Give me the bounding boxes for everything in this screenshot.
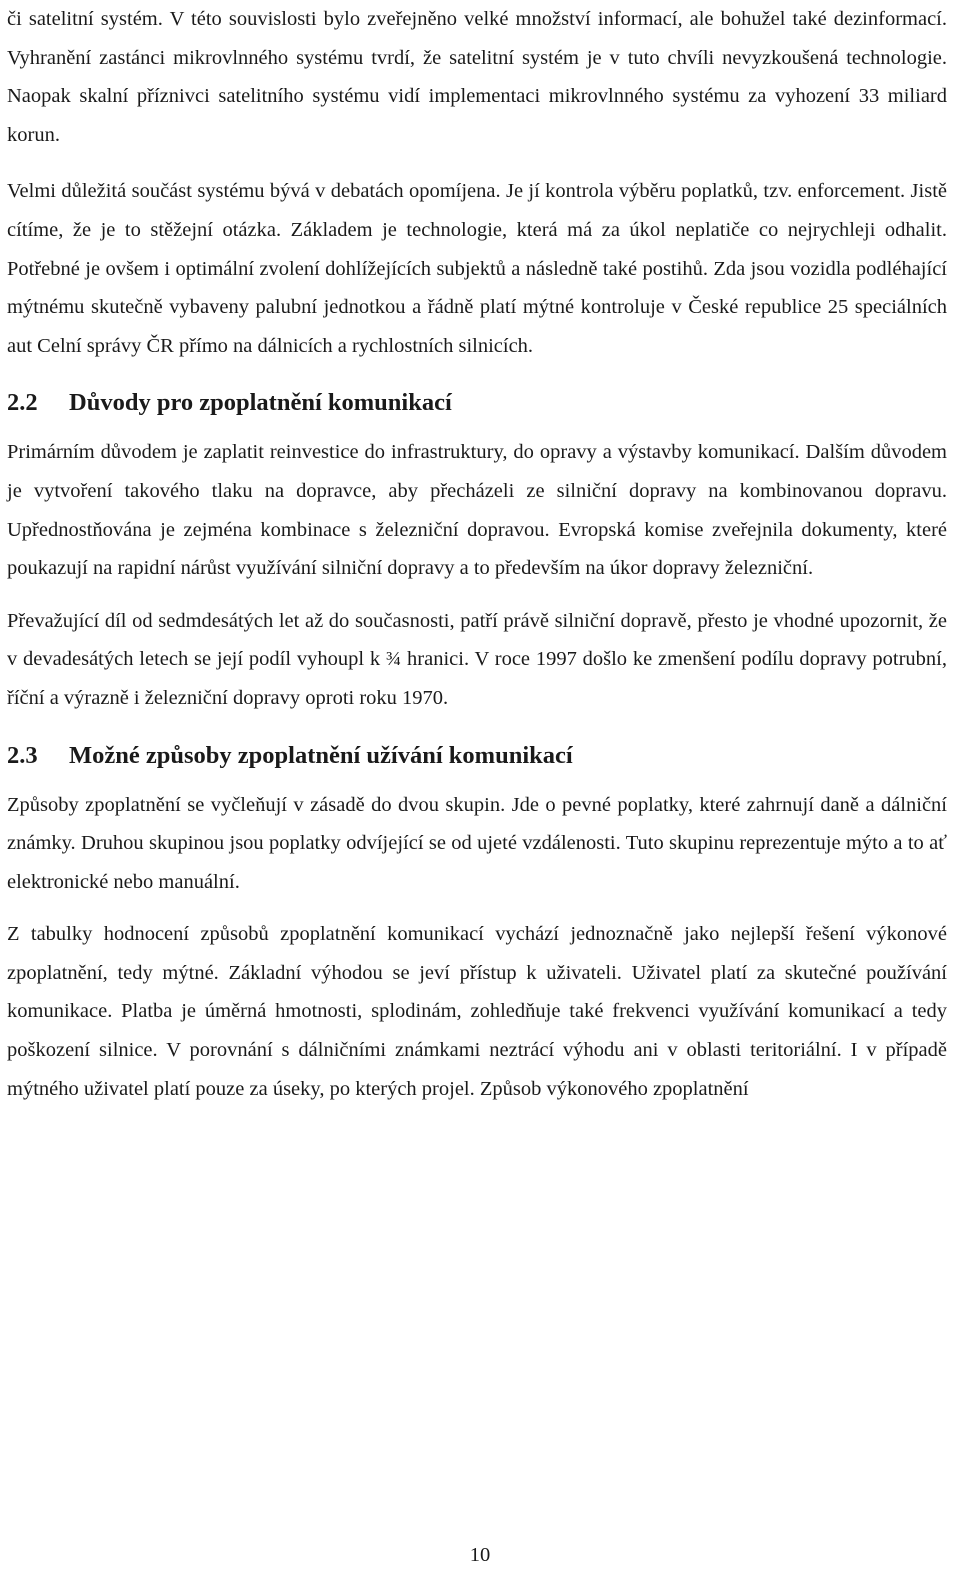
- paragraph-road-share: Převažující díl od sedmdesátých let až do současnosti, patří právě silniční dopravě, přesto je vhodné upozornit, že v devadesátých letech se její podíl vyhoupl k ¾ hranici. V roce 1997 došlo ke zmenšení podílu dopravy potrubní, říční a výrazně i železniční dopravy oproti roku 1970.: [7, 609, 947, 709]
- section-title: Možné způsoby zpoplatnění užívání komunikací: [69, 741, 573, 769]
- paragraph-charging-methods: Způsoby zpoplatnění se vyčleňují v zásadě do dvou skupin. Jde o pevné poplatky, které zahrnují daně a dálniční známky. Druhou skupinou jsou poplatky odvíjející se od ujeté vzdálenosti. Tuto skupinu reprezentuje mýto a to ať elektronické nebo manuální.: [7, 793, 947, 893]
- paragraph-reasons: Primárním důvodem je zaplatit reinvestice do infrastruktury, do opravy a výstavby komunikací. Dalším důvodem je vytvoření takového tlaku na dopravce, aby přecházeli ze silniční dopravy na kombinovanou dopravu. Upřednostňována je zejména kombinace s železniční dopravou. Evropská komise zveřejnila dokumenty, které poukazují na rapidní nárůst využívání silniční dopravy a to především na úkor dopravy železniční.: [7, 441, 947, 580]
- document-page: [7, 0, 947, 1108]
- section-title: Důvody pro zpoplatnění komunikací: [69, 389, 452, 417]
- paragraph-satellite-debate: či satelitní systém. V této souvislosti bylo zveřejněno velké množství informací, ale bohužel také dezinformací. Vyhranění zastánci mikrovlnného systému tvrdí, že satelitní systém je v tuto chvíli nevyzkoušená technologie. Naopak skalní příznivci satelitního systému vidí implementaci mikrovlnného systému za vyhození 33 miliard korun.: [7, 8, 947, 146]
- paragraph-enforcement: Velmi důležitá součást systému bývá v debatách opomíjena. Je jí kontrola výběru poplatků, tzv. enforcement. Jistě cítíme, že je to stěžejní otázka. Základem je technologie, která má za úkol neplatiče co nejrychleji odhalit. Potřebné je ovšem i optimální zvolení dohlížejících subjektů a následně také postihů. Zda jsou vozidla podléhající mýtnému skutečně vybaveny palubní jednotkou a řádně platí mýtné kontroluje v České republice 25 speciálních aut Celní správy ČR přímo na dálnicích a rychlostních silnicích.: [7, 180, 947, 357]
- section-heading-2-3: [7, 738, 947, 774]
- page-number: 10: [469, 1544, 491, 1566]
- section-number: 2.2: [7, 389, 38, 417]
- section-number: 2.3: [7, 741, 38, 769]
- paragraph-evaluation: Z tabulky hodnocení způsobů zpoplatnění komunikací vychází jednoznačně jako nejlepší řešení výkonové zpoplatnění, tedy mýtné. Základní výhodou se jeví přístup k uživateli. Uživatel platí za skutečné používání komunikace. Platba je úměrná hmotnosti, splodinám, zohledňuje také frekvenci využívání komunikací a tedy poškození silnice. V porovnání s dálničními známkami neztrácí výhodu ani v oblasti teritoriální. I v případě mýtného uživatel platí pouze za úseky, po kterých projel. Způsob výkonového zpoplatnění: [7, 923, 947, 1100]
- section-heading-2-2: [7, 385, 947, 421]
